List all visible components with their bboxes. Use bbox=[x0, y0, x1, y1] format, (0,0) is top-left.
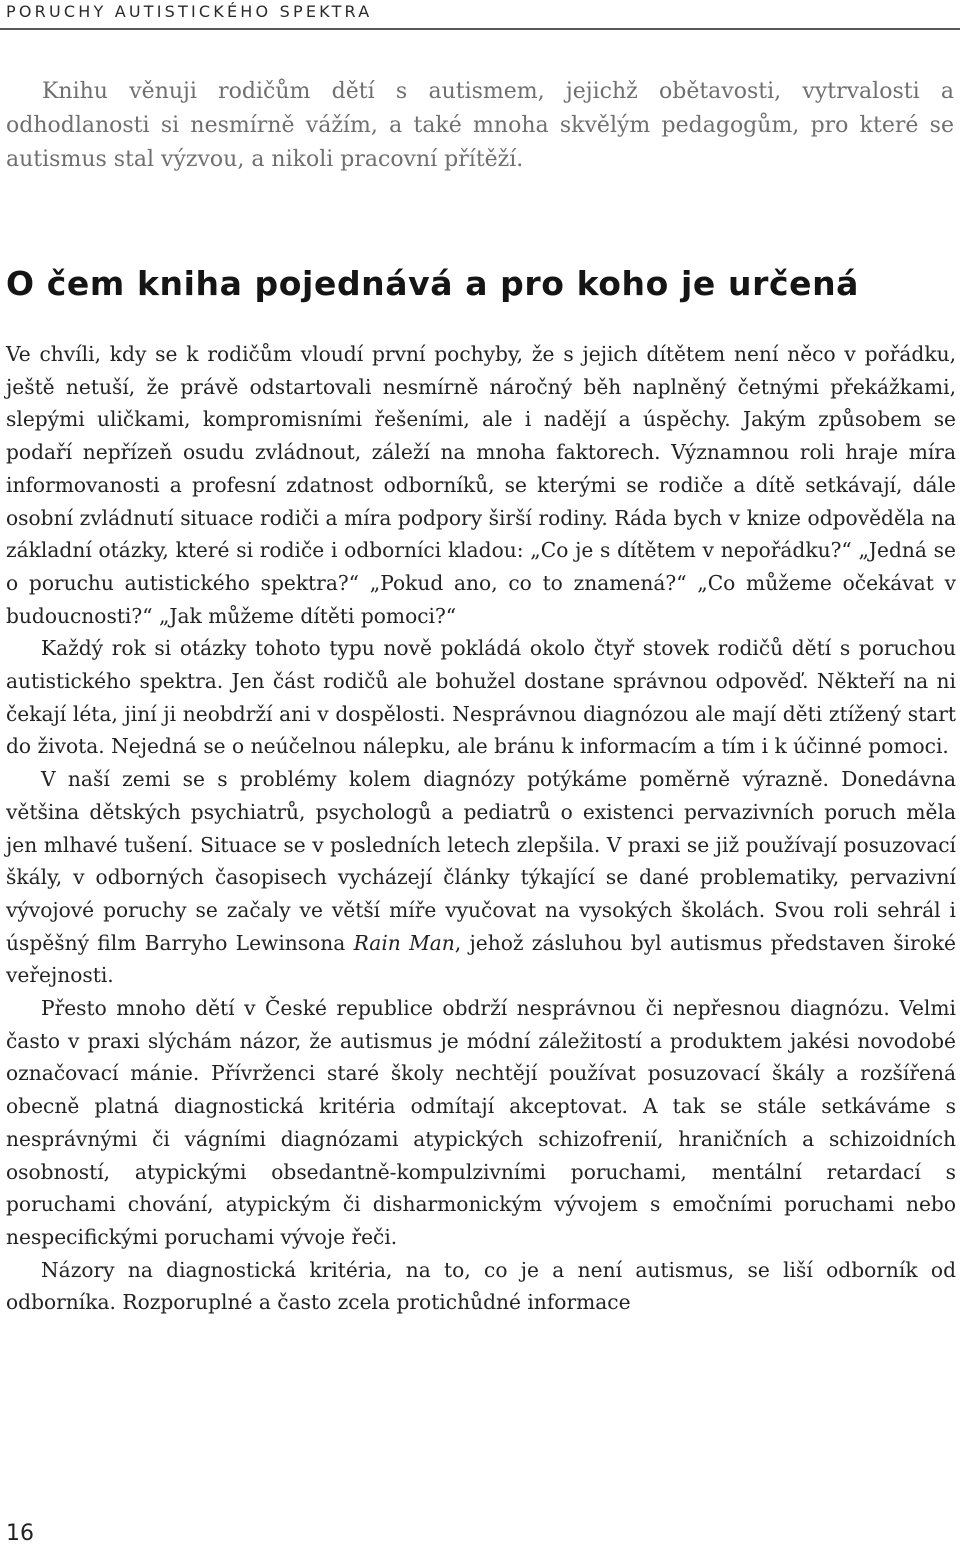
header-rule bbox=[0, 28, 960, 30]
paragraph-1: Ve chvíli, kdy se k rodičům vloudí první pochyby, že s jejich dítětem není něco v pořádku, ještě netuší, že právě odstartovali nesmírně náročný běh naplněný četnými překážkami, slepými uličkami, kompromisními řešeními, ale i nadějí a úspěchy. Jakým způsobem se podaří nepřízeň osudu zvládnout, záleží na mnoha faktorech. Významnou roli hraje míra informovanosti a profesní zdatnost odborníků, se kterými se rodiče a dítě setkávají, dále osobní zvládnutí situace rodiči a míra podpory širší rodiny. Ráda bych v knize odpověděla na základní otázky, které si rodiče i odborníci kladou: „Co je s dítětem v nepořádku?“ „Jedná se o poruchu autistického spektra?“ „Pokud ano, co to znamená?“ „Co můžeme očekávat v budoucnosti?“ „Jak můžeme dítěti pomoci?“ bbox=[6, 342, 956, 628]
paragraph-5: Názory na diagnostická kritéria, na to, co je a není autismus, se liší odborník od odborníka. Rozporuplné a často zcela protichůdné informace bbox=[6, 1257, 956, 1315]
page-number: 16 bbox=[6, 1521, 34, 1546]
paragraph-3-text-end: , jehož zásluhou byl autismus představen široké veřejnosti. bbox=[6, 930, 956, 988]
running-head: PORUCHY AUTISTICKÉHO SPEKTRA bbox=[6, 2, 373, 21]
section-title: O čem kniha pojednává a pro koho je určená bbox=[6, 264, 860, 303]
body-text bbox=[6, 338, 956, 1319]
dedication: Knihu věnuji rodičům dětí s autismem, jejichž obětavosti, vytrvalosti a odhodlanosti si nesmírně vážím, a také mnoha skvělým pedagogům, pro které se autismus stal výzvou, a nikoli pracovní přítěží. bbox=[6, 79, 954, 172]
paragraph-3 bbox=[6, 763, 956, 992]
film-title: Rain Man bbox=[353, 930, 455, 955]
paragraph-3-text: V naší zemi se s problémy kolem diagnózy potýkáme poměrně výrazně. Donedávna většina dětských psychiatrů, psychologů a pediatrů o existenci pervazivních poruch měla jen mlhavé tušení. Situace se v posledních letech zlepšila. V praxi se již používají posuzovací škály, v odborných časopisech vycházejí články týkající se dané problematiky, pervazivní vývojové poruchy se začaly ve větší míře vyučovat na vysokých školách. Svou roli sehrál i úspěšný film Barryho Lewinsona bbox=[6, 767, 956, 955]
paragraph-2: Každý rok si otázky tohoto typu nově pokládá okolo čtyř stovek rodičů dětí s poruchou autistického spektra. Jen část rodičů ale bohužel dostane správnou odpověď. Někteří na ni čekají léta, jiní ji neobdrží ani v dospělosti. Nesprávnou diagnózou ale mají děti ztížený start do života. Nejedná se o neúčelnou nálepku, ale bránu k informacím a tím i k účinné pomoci. bbox=[6, 636, 956, 759]
paragraph-4: Přesto mnoho dětí v České republice obdrží nesprávnou či nepřesnou diagnózu. Velmi často v praxi slýchám názor, že autismus je módní záležitostí a produktem jakési novodobé označovací mánie. Přívrženci staré školy nechtějí používat posuzovací škály a rozšířená obecně platná diagnostická kritéria odmítají akceptovat. A tak se stále setkáváme s nesprávnými či vágními diagnózami atypických schizofrenií, hraničních a schizoidních osobností, atypickými obsedantně-kompulzivními poruchami, mentální retardací s poruchami chování, atypickým či disharmonickým vývojem s emočními poruchami nebo nespecifickými poruchami vývoje řeči. bbox=[6, 996, 956, 1249]
